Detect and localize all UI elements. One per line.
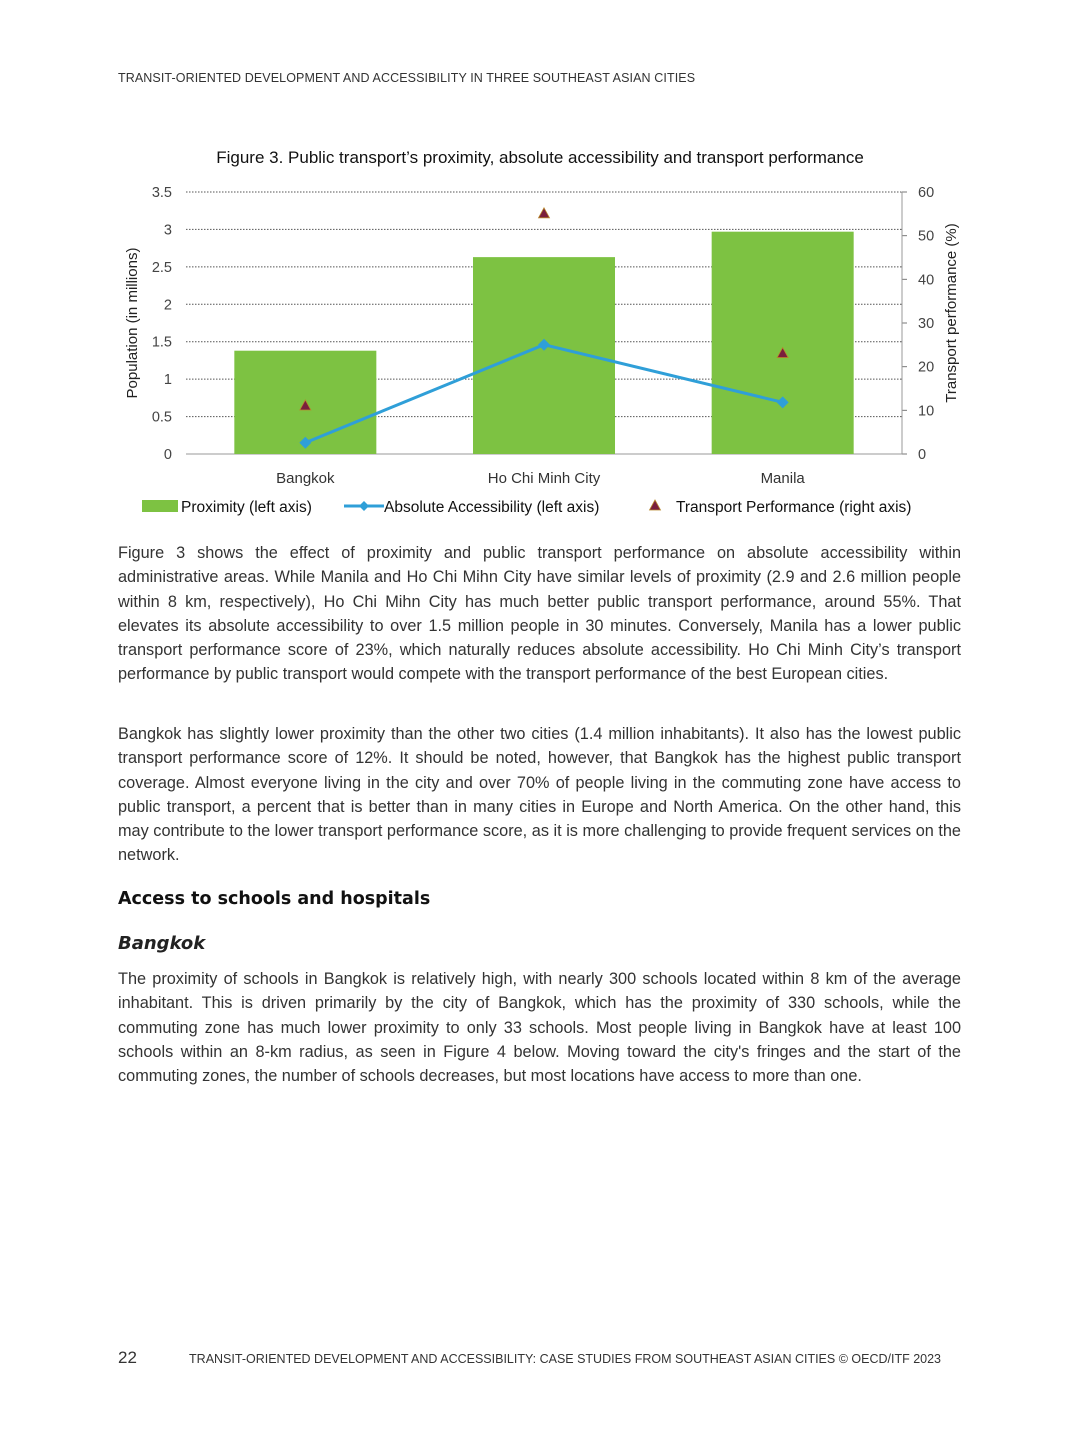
x-category-label: Manila bbox=[760, 470, 805, 487]
figure-3-chart bbox=[118, 176, 962, 526]
x-category-label: Ho Chi Minh City bbox=[487, 470, 601, 487]
legend-performance-label: Transport Performance (right axis) bbox=[676, 499, 912, 516]
y-left-tick-label: 0.5 bbox=[151, 409, 172, 426]
y-right-tick-label: 60 bbox=[918, 185, 935, 201]
y-right-tick-label: 50 bbox=[918, 228, 935, 245]
figure-caption: Figure 3. Public transport’s proximity, absolute accessibility and transport performance bbox=[216, 148, 864, 167]
legend-proximity-label: Proximity (left axis) bbox=[181, 499, 312, 516]
y-left-tick-label: 3 bbox=[163, 222, 172, 239]
y-right-tick-label: 40 bbox=[918, 272, 935, 289]
running-header: TRANSIT-ORIENTED DEVELOPMENT AND ACCESSIBILITY IN THREE SOUTHEAST ASIAN CITIES bbox=[118, 71, 696, 85]
y-left-tick-label: 1 bbox=[163, 372, 172, 389]
legend-accessibility-marker bbox=[359, 501, 369, 511]
page-number: 22 bbox=[118, 1348, 137, 1367]
y-left-axis-title: Population (in millions) bbox=[124, 247, 141, 399]
y-left-tick-label: 2 bbox=[163, 297, 172, 314]
y-left-tick-label: 2.5 bbox=[151, 259, 172, 276]
y-left-tick-label: 0 bbox=[163, 447, 172, 463]
legend-accessibility-label: Absolute Accessibility (left axis) bbox=[384, 499, 600, 516]
footer-text: TRANSIT-ORIENTED DEVELOPMENT AND ACCESSIBILITY: CASE STUDIES FROM SOUTHEAST ASIAN CITIES © OECD/ITF 2023 bbox=[189, 1352, 941, 1366]
y-right-tick-label: 10 bbox=[918, 403, 935, 420]
section-heading: Access to schools and hospitals bbox=[118, 889, 431, 909]
proximity-bar bbox=[712, 232, 854, 454]
paragraph-2: Bangkok has slightly lower proximity than the other two cities (1.4 million inhabitants). It also has the lowest public transport performance score of 12%. It should be noted, however, that Bangkok has the highest public transport coverage. Almost everyone living in the city and over 70% of people living in the commuting zone have access to public transport, a percent that is better than in many cities in Europe and North America. On the other hand, this may contribute to the lower transport performance score, as it is more challenging to provide frequent services on the network. bbox=[118, 725, 961, 865]
paragraph-1: Figure 3 shows the effect of proximity and public transport performance on absolute accessibility within administrative areas. While Manila and Ho Chi Mihn City have similar levels of proximity (2.9 and 2.6 million people within 8 km, respectively), Ho Chi Mihn City has much better public transport performance, around 55%. That elevates its absolute accessibility to over 1.5 million people in 30 minutes. Conversely, Manila has a lower public transport performance score of 23%, which naturally reduces absolute accessibility. Ho Chi Minh City’s transport performance by public transport would compete with the transport performance of the best European cities. bbox=[118, 544, 961, 684]
y-right-tick-label: 30 bbox=[918, 316, 935, 332]
legend-performance-marker bbox=[650, 500, 661, 510]
y-right-tick-label: 0 bbox=[918, 447, 927, 463]
subsection-heading: Bangkok bbox=[118, 933, 206, 954]
transport-performance-marker bbox=[539, 208, 550, 218]
x-category-label: Bangkok bbox=[276, 470, 335, 487]
y-right-tick-label: 20 bbox=[918, 359, 935, 376]
paragraph-3: The proximity of schools in Bangkok is relatively high, with nearly 300 schools located within 8 km of the average inhabitant. This is driven primarily by the city of Bangkok, which has the proximity of 330 schools, while the commuting zone has much lower proximity to only 33 schools. Most people living in Bangkok have at least 100 schools within an 8-km radius, as seen in Figure 4 below. Moving toward the city's fringes and the start of the commuting zones, the number of schools decreases, but most locations have access to more than one. bbox=[118, 970, 961, 1086]
y-right-axis-title: Transport performance (%) bbox=[943, 223, 960, 403]
y-left-tick-label: 1.5 bbox=[151, 334, 172, 351]
legend-proximity-swatch bbox=[142, 500, 178, 512]
y-left-tick-label: 3.5 bbox=[151, 185, 172, 201]
